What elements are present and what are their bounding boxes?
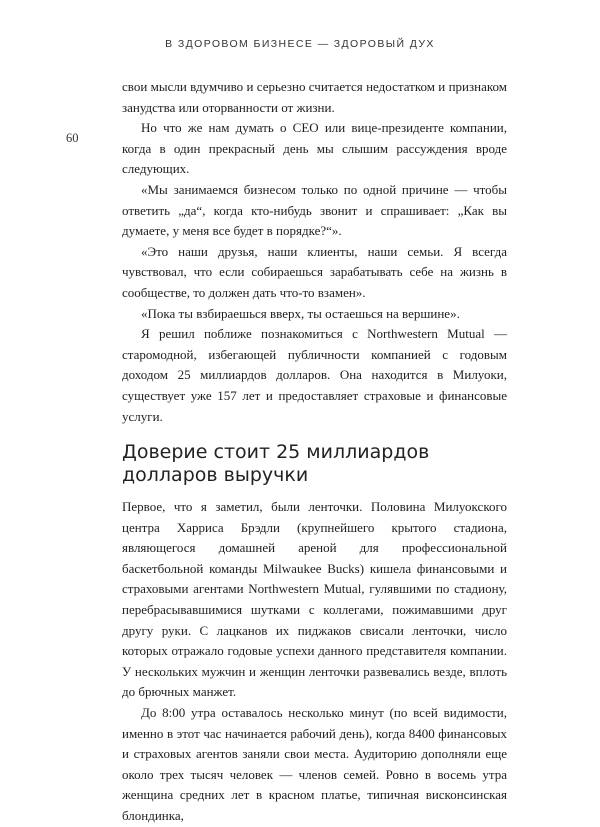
paragraph: «Мы занимаемся бизнесом только по одной причине — чтобы ответить „да“, когда кто-нибудь звонит и спрашивает: „Как вы думаете, у меня все будет в порядке?“». — [122, 181, 507, 239]
paragraph: Первое, что я заметил, были ленточки. Половина Милуокского центра Харриса Брэдли (крупнейшего крытого стадиона, являющегося домашней ареной для профессиональной баскетбольной команды Milwaukee Bucks) кишела финансовыми и страховыми агентами Northwestern Mutual, гулявшими по стадиону, перебрасывавшимися шутками с коллегами, пожимавшими друг другу руки. С лацканов их пиджаков свисали ленточки, число которых отражало годовые успехи данного представителя компании. У нескольких мужчин и женщин ленточки развевались везде, вплоть до брючных манжет. — [122, 499, 507, 700]
paragraph: «Это наши друзья, наши клиенты, наши семьи. Я всегда чувствовал, что если собираешься зарабатывать себе на жизнь в сообществе, то должен дать что-то взамен». — [122, 243, 507, 300]
paragraph: До 8:00 утра оставалось несколько минут (по всей видимости, именно в этот час начинается рабочий день), когда 8400 финансовых и страховых агентов заняли свои места. Аудиторию дополняли еще около трех тысяч человек — членов семей. Ровно в восемь утра женщина средних лет в красном платье, типичная висконсинская блондинка, — [122, 705, 507, 823]
running-head: В ЗДОРОВОМ БИЗНЕСЕ — ЗДОРОВЫЙ ДУХ — [165, 38, 435, 50]
paragraph: Я решил поближе познакомиться с Northwestern Mutual — старомодной, избегающей публичности компанией с годовым доходом 25 миллиардов долларов. Она находится в Милуоки, существует уже 157 лет и предоставляет страховые и финансовые услуги. — [122, 326, 507, 424]
section-heading: Доверие стоит 25 миллиардов долларов выручки — [122, 441, 430, 487]
paragraph: «Пока ты взбираешься вверх, ты остаешься на вершине». — [141, 305, 460, 321]
paragraphs-after — [122, 497, 507, 827]
paragraph: Но что же нам думать о CEO или вице-президенте компании, когда в один прекрасный день мы слышим рассуждения вроде следующих. — [122, 120, 507, 177]
page-number: 60 — [66, 131, 79, 145]
body-text — [122, 77, 507, 827]
paragraphs-before — [122, 77, 507, 427]
paragraph: свои мысли вдумчиво и серьезно считается недостатком и признаком занудства или оторванности от жизни. — [122, 79, 507, 115]
